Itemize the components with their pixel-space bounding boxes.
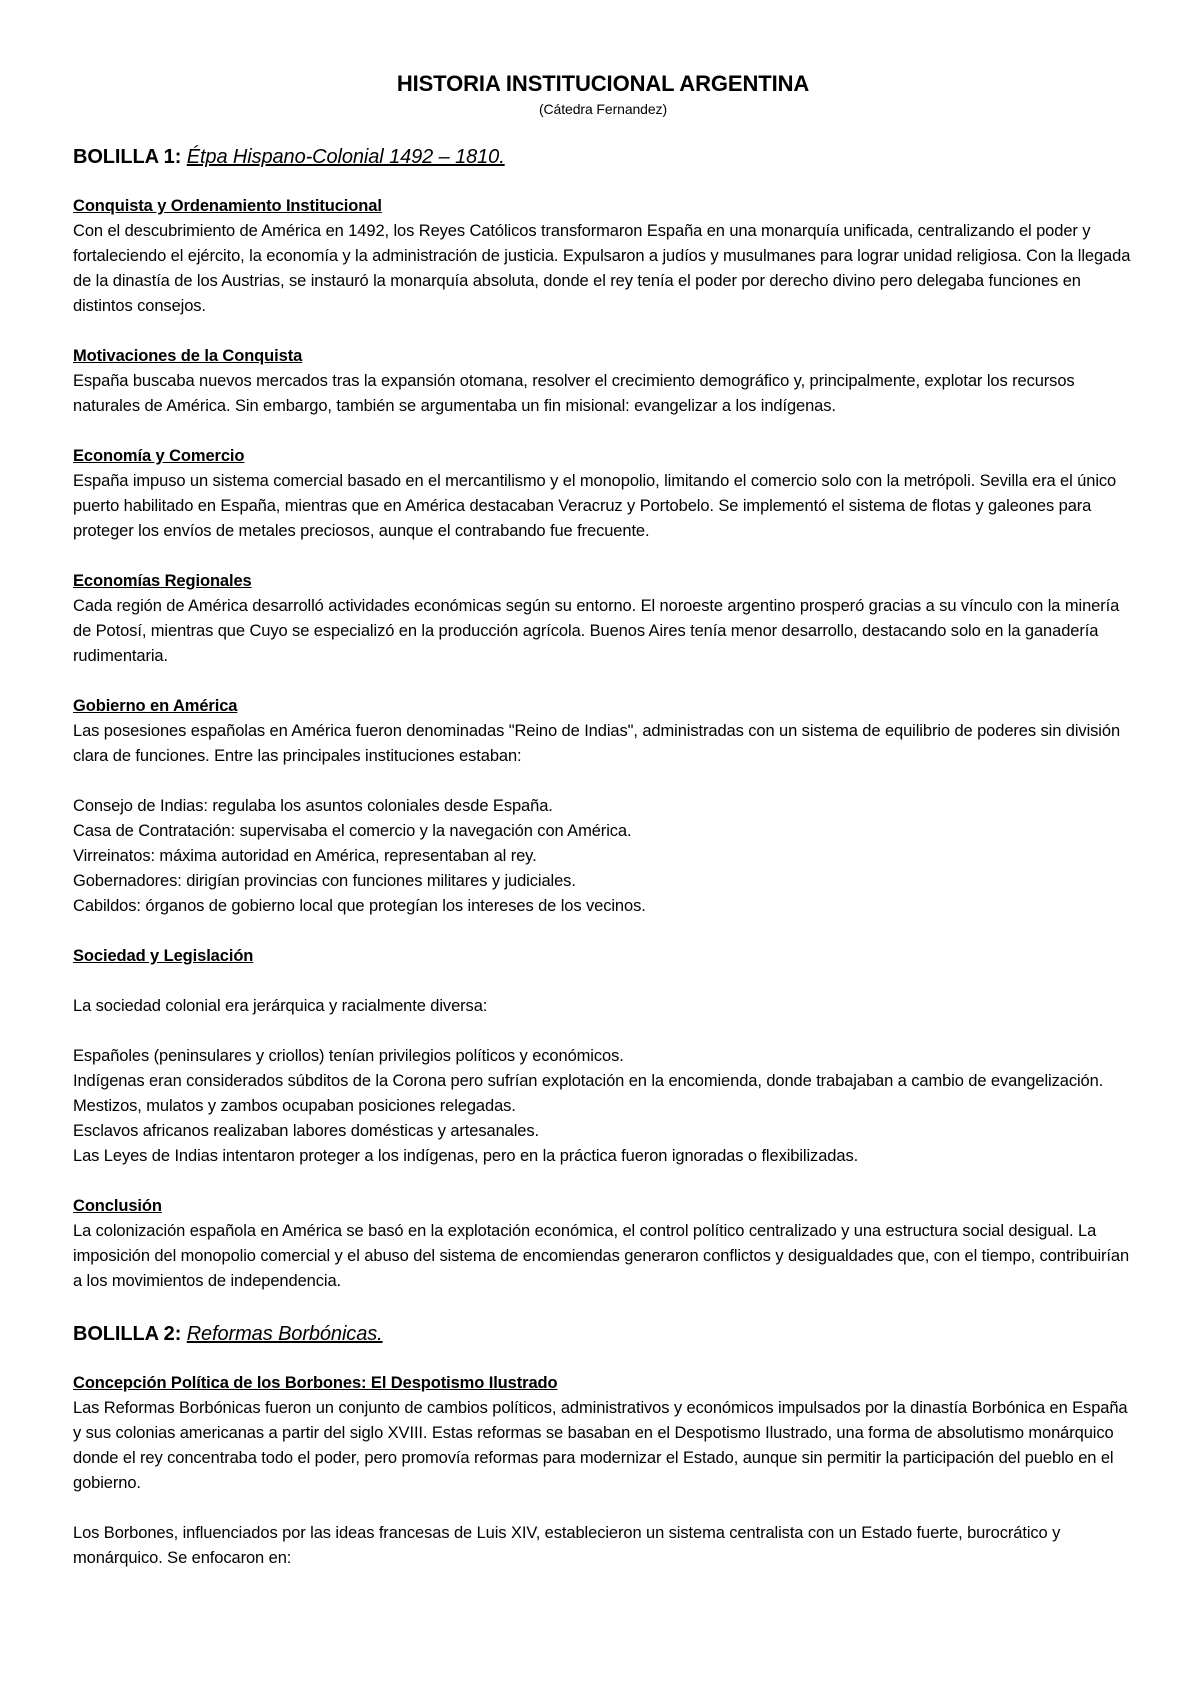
list-item: Gobernadores: dirigían provincias con funciones militares y judiciales. [73,872,576,890]
section-heading: Motivaciones de la Conquista [73,347,303,365]
section-heading: Gobierno en América [73,697,238,715]
section-heading: Economía y Comercio [73,447,245,465]
section-body: España impuso un sistema comercial basado en el mercantilismo y el monopolio, limitando el comercio solo con la metrópoli. Sevilla era el único puerto habilitado en España, mientras que en América destacaban Veracruz y Portobelo. Se implementó el sistema de flotas y galeones para proteger los envíos de metales preciosos, aunque el contrabando fue frecuente. [73,472,1117,540]
bolilla-1-heading [73,142,1133,172]
section-conquista [73,194,1133,319]
section-body: Las posesiones españolas en América fueron denominadas "Reino de Indias", administradas con un sistema de equilibrio de poderes sin división clara de funciones. Entre las principales instituciones estaban: [73,722,1121,765]
section-economia [73,444,1133,544]
section-heading: Conquista y Ordenamiento Institucional [73,197,382,215]
section-body: Las Reformas Borbónicas fueron un conjunto de cambios políticos, administrativos y económicos impulsados por la dinastía Borbónica en España y sus colonias americanas a partir del siglo XVIII. Estas reformas se basaban en el Despotismo Ilustrado, una forma de absolutismo monárquico donde el rey concentraba todo el poder, pero promovía reformas para modernizar el Estado, aunque sin permitir la participación del pueblo en el gobierno. [73,1399,1128,1492]
section-despotismo [73,1371,1133,1571]
section-heading: Economías Regionales [73,572,252,590]
section-body: Cada región de América desarrolló actividades económicas según su entorno. El noroeste argentino prosperó gracias a su vínculo con la minería de Potosí, mientras que Cuyo se especializó en la producción agrícola. Buenos Aires tenía menor desarrollo, destacando solo en la ganadería rudimentaria. [73,597,1120,665]
section-conclusion [73,1194,1133,1294]
bolilla-2-label: BOLILLA 2: [73,1323,187,1345]
section-heading: Sociedad y Legislación [73,947,254,965]
bolilla-2-heading [73,1319,1133,1349]
section-body: España buscaba nuevos mercados tras la expansión otomana, resolver el crecimiento demográfico y, principalmente, explotar los recursos naturales de América. Sin embargo, también se argumentaba un fin misional: evangelizar a los indígenas. [73,372,1075,415]
list-item: Casa de Contratación: supervisaba el comercio y la navegación con América. [73,822,632,840]
section-body: Con el descubrimiento de América en 1492, los Reyes Católicos transformaron España en una monarquía unificada, centralizando el poder y fortaleciendo el ejército, la economía y la administración de justicia. Expulsaron a judíos y musulmanes para lograr unidad religiosa. Con la llegada de la dinastía de los Austrias, se instauró la monarquía absoluta, donde el rey tenía el poder por derecho divino pero delegaba funciones en distintos consejos. [73,222,1131,315]
bolilla-1-title: Étpa Hispano-Colonial 1492 – 1810. [186,146,505,168]
list-item: Virreinatos: máxima autoridad en América, representaban al rey. [73,847,537,865]
section-intro: La sociedad colonial era jerárquica y racialmente diversa: [73,997,488,1015]
section-gobierno [73,694,1133,919]
section-sociedad [73,944,1133,1169]
list-item: Consejo de Indias: regulaba los asuntos coloniales desde España. [73,797,553,815]
list-item: Cabildos: órganos de gobierno local que protegían los intereses de los vecinos. [73,897,646,915]
section-body-2: Los Borbones, influenciados por las ideas francesas de Luis XIV, establecieron un sistema centralista con un Estado fuerte, burocrático y monárquico. Se enfocaron en: [73,1524,1061,1567]
bolilla-1-label: BOLILLA 1: [73,146,187,168]
section-heading: Conclusión [73,1197,162,1215]
document-title: HISTORIA INSTITUCIONAL ARGENTINA [396,71,810,96]
section-economias-regionales [73,569,1133,669]
list-item: Indígenas eran considerados súbditos de la Corona pero sufrían explotación en la encomienda, donde trabajaban a cambio de evangelización. [73,1072,1104,1090]
list-item: Las Leyes de Indias intentaron proteger a los indígenas, pero en la práctica fueron ignoradas o flexibilizadas. [73,1147,859,1165]
list-item: Esclavos africanos realizaban labores domésticas y artesanales. [73,1122,540,1140]
section-heading: Concepción Política de los Borbones: El Despotismo Ilustrado [73,1374,558,1392]
bolilla-2-title: Reformas Borbónicas. [186,1323,383,1345]
list-item: Españoles (peninsulares y criollos) tenían privilegios políticos y económicos. [73,1047,624,1065]
section-body: La colonización española en América se basó en la explotación económica, el control político centralizado y una estructura social desigual. La imposición del monopolio comercial y el abuso del sistema de encomiendas generaron conflictos y desigualdades que, con el tiempo, contribuirían a los movimientos de independencia. [73,1222,1130,1290]
document-subtitle: (Cátedra Fernandez) [538,101,668,117]
section-motivaciones [73,344,1133,419]
list-item: Mestizos, mulatos y zambos ocupaban posiciones relegadas. [73,1097,516,1115]
document-page [73,70,1133,1596]
